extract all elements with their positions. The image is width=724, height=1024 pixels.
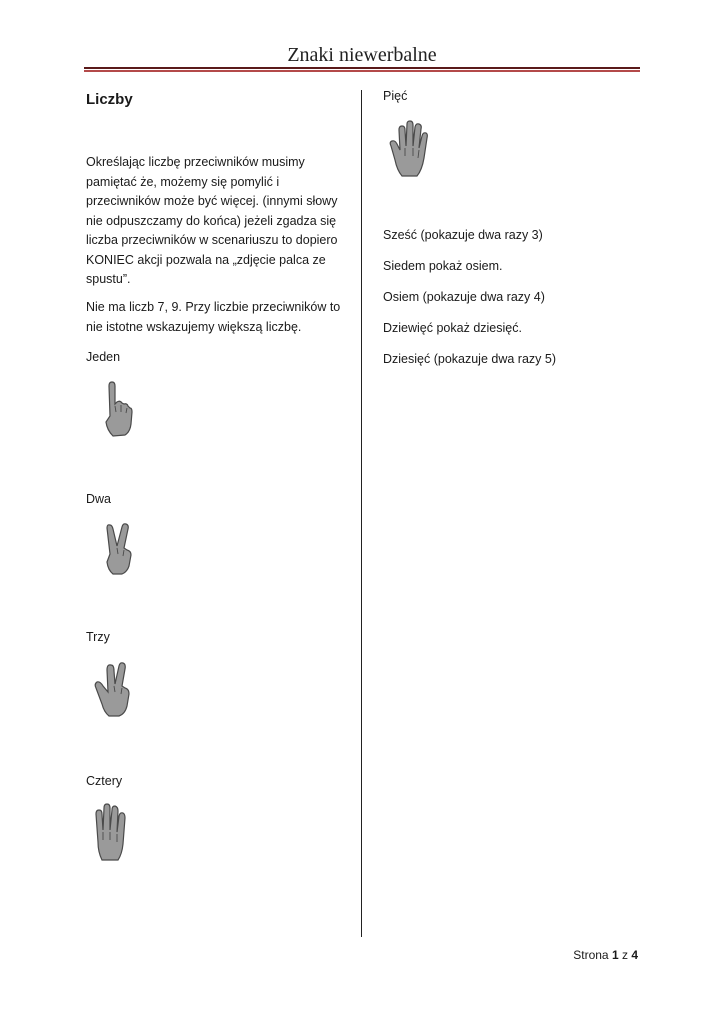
label-three: Trzy xyxy=(86,630,110,644)
section-heading: Liczby xyxy=(86,91,133,108)
footer-page-total: 4 xyxy=(631,948,638,962)
label-eight: Osiem (pokazuje dwa razy 4) xyxy=(383,290,545,304)
label-nine: Dziewięć pokaż dziesięć. xyxy=(383,321,522,335)
label-one: Jeden xyxy=(86,350,121,364)
label-four: Cztery xyxy=(86,774,123,788)
footer-prefix: Strona xyxy=(573,948,609,962)
three-fingers-hand-icon xyxy=(92,660,136,720)
header-rule-dark xyxy=(84,67,640,69)
footer-page-number: 1 xyxy=(611,948,619,962)
label-five: Pięć xyxy=(383,89,408,103)
intro-paragraph-2: Nie ma liczb 7, 9. Przy liczbie przeciwników to nie istotne wskazujemy większą liczbę. xyxy=(86,300,341,334)
label-seven: Siedem pokaż osiem. xyxy=(383,259,503,273)
column-divider xyxy=(361,90,362,937)
header-rule-red xyxy=(84,70,640,72)
label-two: Dwa xyxy=(86,492,112,506)
four-fingers-hand-icon xyxy=(92,802,128,864)
intro-paragraph-1: Określając liczbę przeciwników musimy pamiętać że, możemy się pomylić i przeciwników może być więcej. (innymi słowy nie odpuszczamy do końca) jeżeli zgadza się liczba przeciwników w scenariuszu to dopiero KONIEC akcji pozwala na „zdjęcie palca ze spustu”. xyxy=(86,155,338,286)
five-fingers-hand-icon xyxy=(387,120,431,180)
label-six: Sześć (pokazuje dwa razy 3) xyxy=(383,228,543,242)
page-footer xyxy=(573,948,638,962)
page-header-title: Znaki niewerbalne xyxy=(287,44,437,66)
label-ten: Dziesięć (pokazuje dwa razy 5) xyxy=(383,352,556,366)
one-finger-hand-icon xyxy=(99,380,135,440)
two-fingers-hand-icon xyxy=(100,522,136,578)
footer-separator: z xyxy=(621,948,628,962)
